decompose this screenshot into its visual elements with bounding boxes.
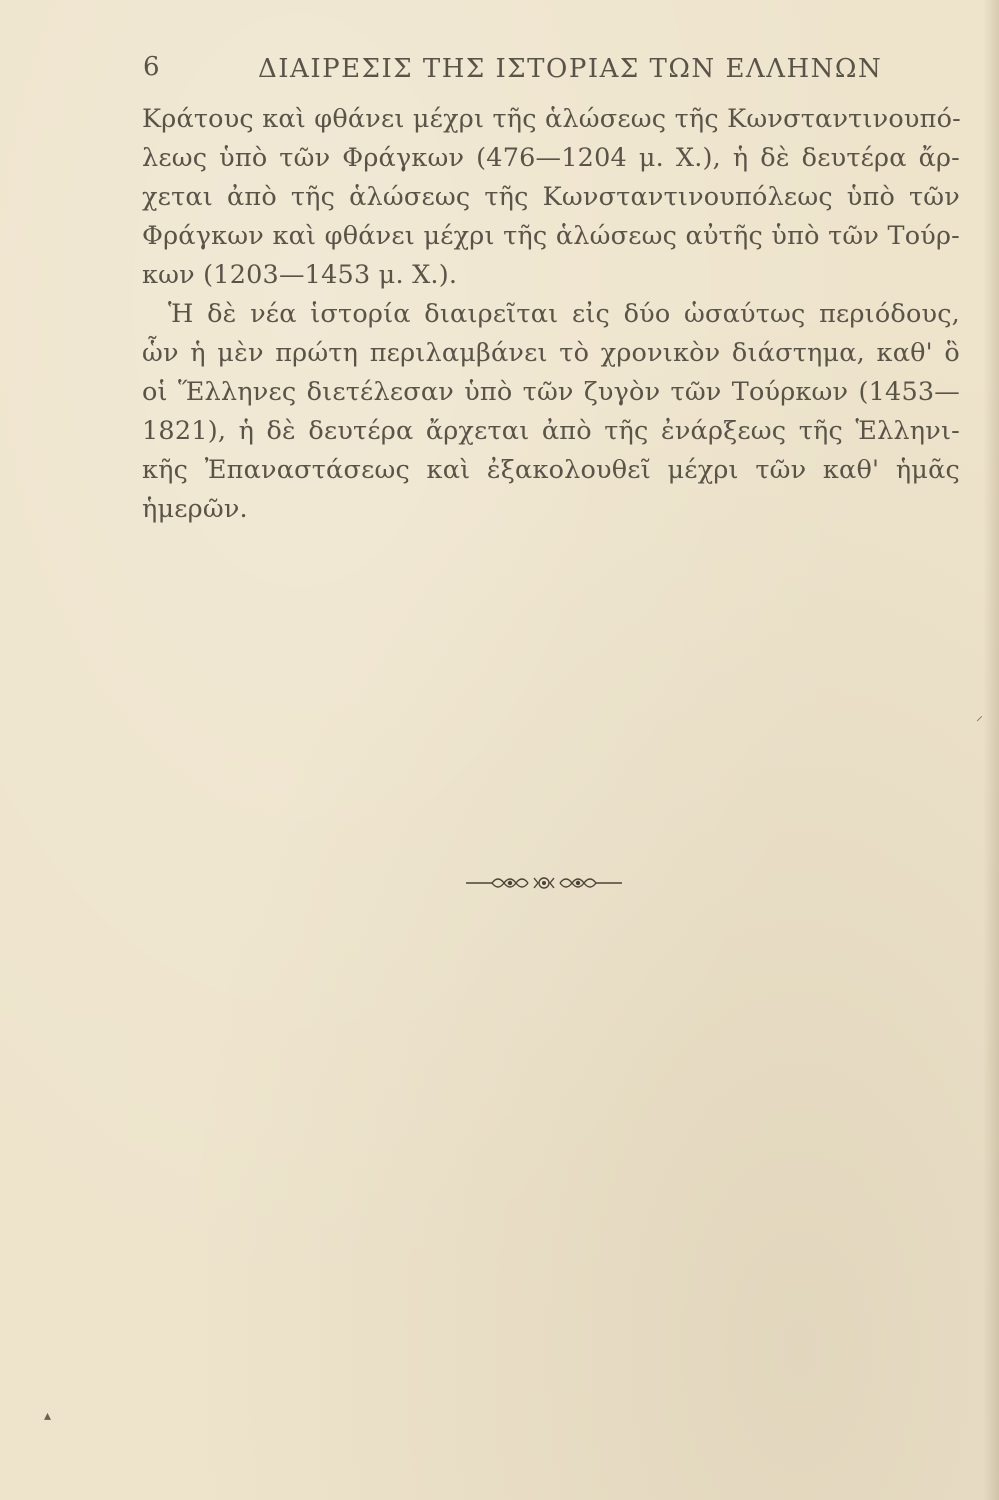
page-number: 6 [143,52,161,82]
running-header [140,50,883,90]
floral-divider-ornament-icon [464,868,624,898]
text-line: χεται ἀπὸ τῆς ἁλώσεως τῆς Κωνσταντινουπόλεως ὑπὸ τῶν [142,182,960,212]
text-line: ὧν ἡ μὲν πρώτη περιλαμβάνει τὸ χρονικὸν διάστημα, καθ' ὃ [142,338,960,368]
text-line: Ἡ δὲ νέα ἱστορία διαιρεῖται εἰς δύο ὡσαύτως περιόδους, [168,299,960,329]
text-line: λεως ὑπὸ τῶν Φράγκων (476—1204 μ. Χ.), ἡ δὲ δευτέρα ἄρ- [142,143,960,173]
running-title: ΔΙΑΙΡΕΣΙΣ ΤΗΣ ΙΣΤΟΡΙΑΣ ΤΩΝ ΕΛΛΗΝΩΝ [258,54,883,84]
print-speck: ⸍ [976,714,983,730]
body-text [142,100,960,529]
text-line: Φράγκων καὶ φθάνει μέχρι τῆς ἁλώσεως αὐτῆς ὑπὸ τῶν Τούρ- [142,221,960,251]
text-line: κῆς Ἐπαναστάσεως καὶ ἐξακολουθεῖ μέχρι τῶν καθ' ἡμᾶς [142,455,960,485]
text-line: Κράτους καὶ φθάνει μέχρι τῆς ἁλώσεως τῆς Κωνσταντινουπό- [142,104,961,134]
print-speck: ▴ [44,1408,52,1424]
text-line: ἡμερῶν. [142,494,248,524]
text-line: 1821), ἡ δὲ δευτέρα ἄρχεται ἀπὸ τῆς ἐνάρξεως τῆς Ἑλληνι- [142,416,960,446]
text-line: κων (1203—1453 μ. Χ.). [142,260,458,290]
page-edge-shadow [983,0,999,1500]
text-line: οἱ Ἕλληνες διετέλεσαν ὑπὸ τῶν ζυγὸν τῶν Τούρκων (1453— [142,377,960,407]
